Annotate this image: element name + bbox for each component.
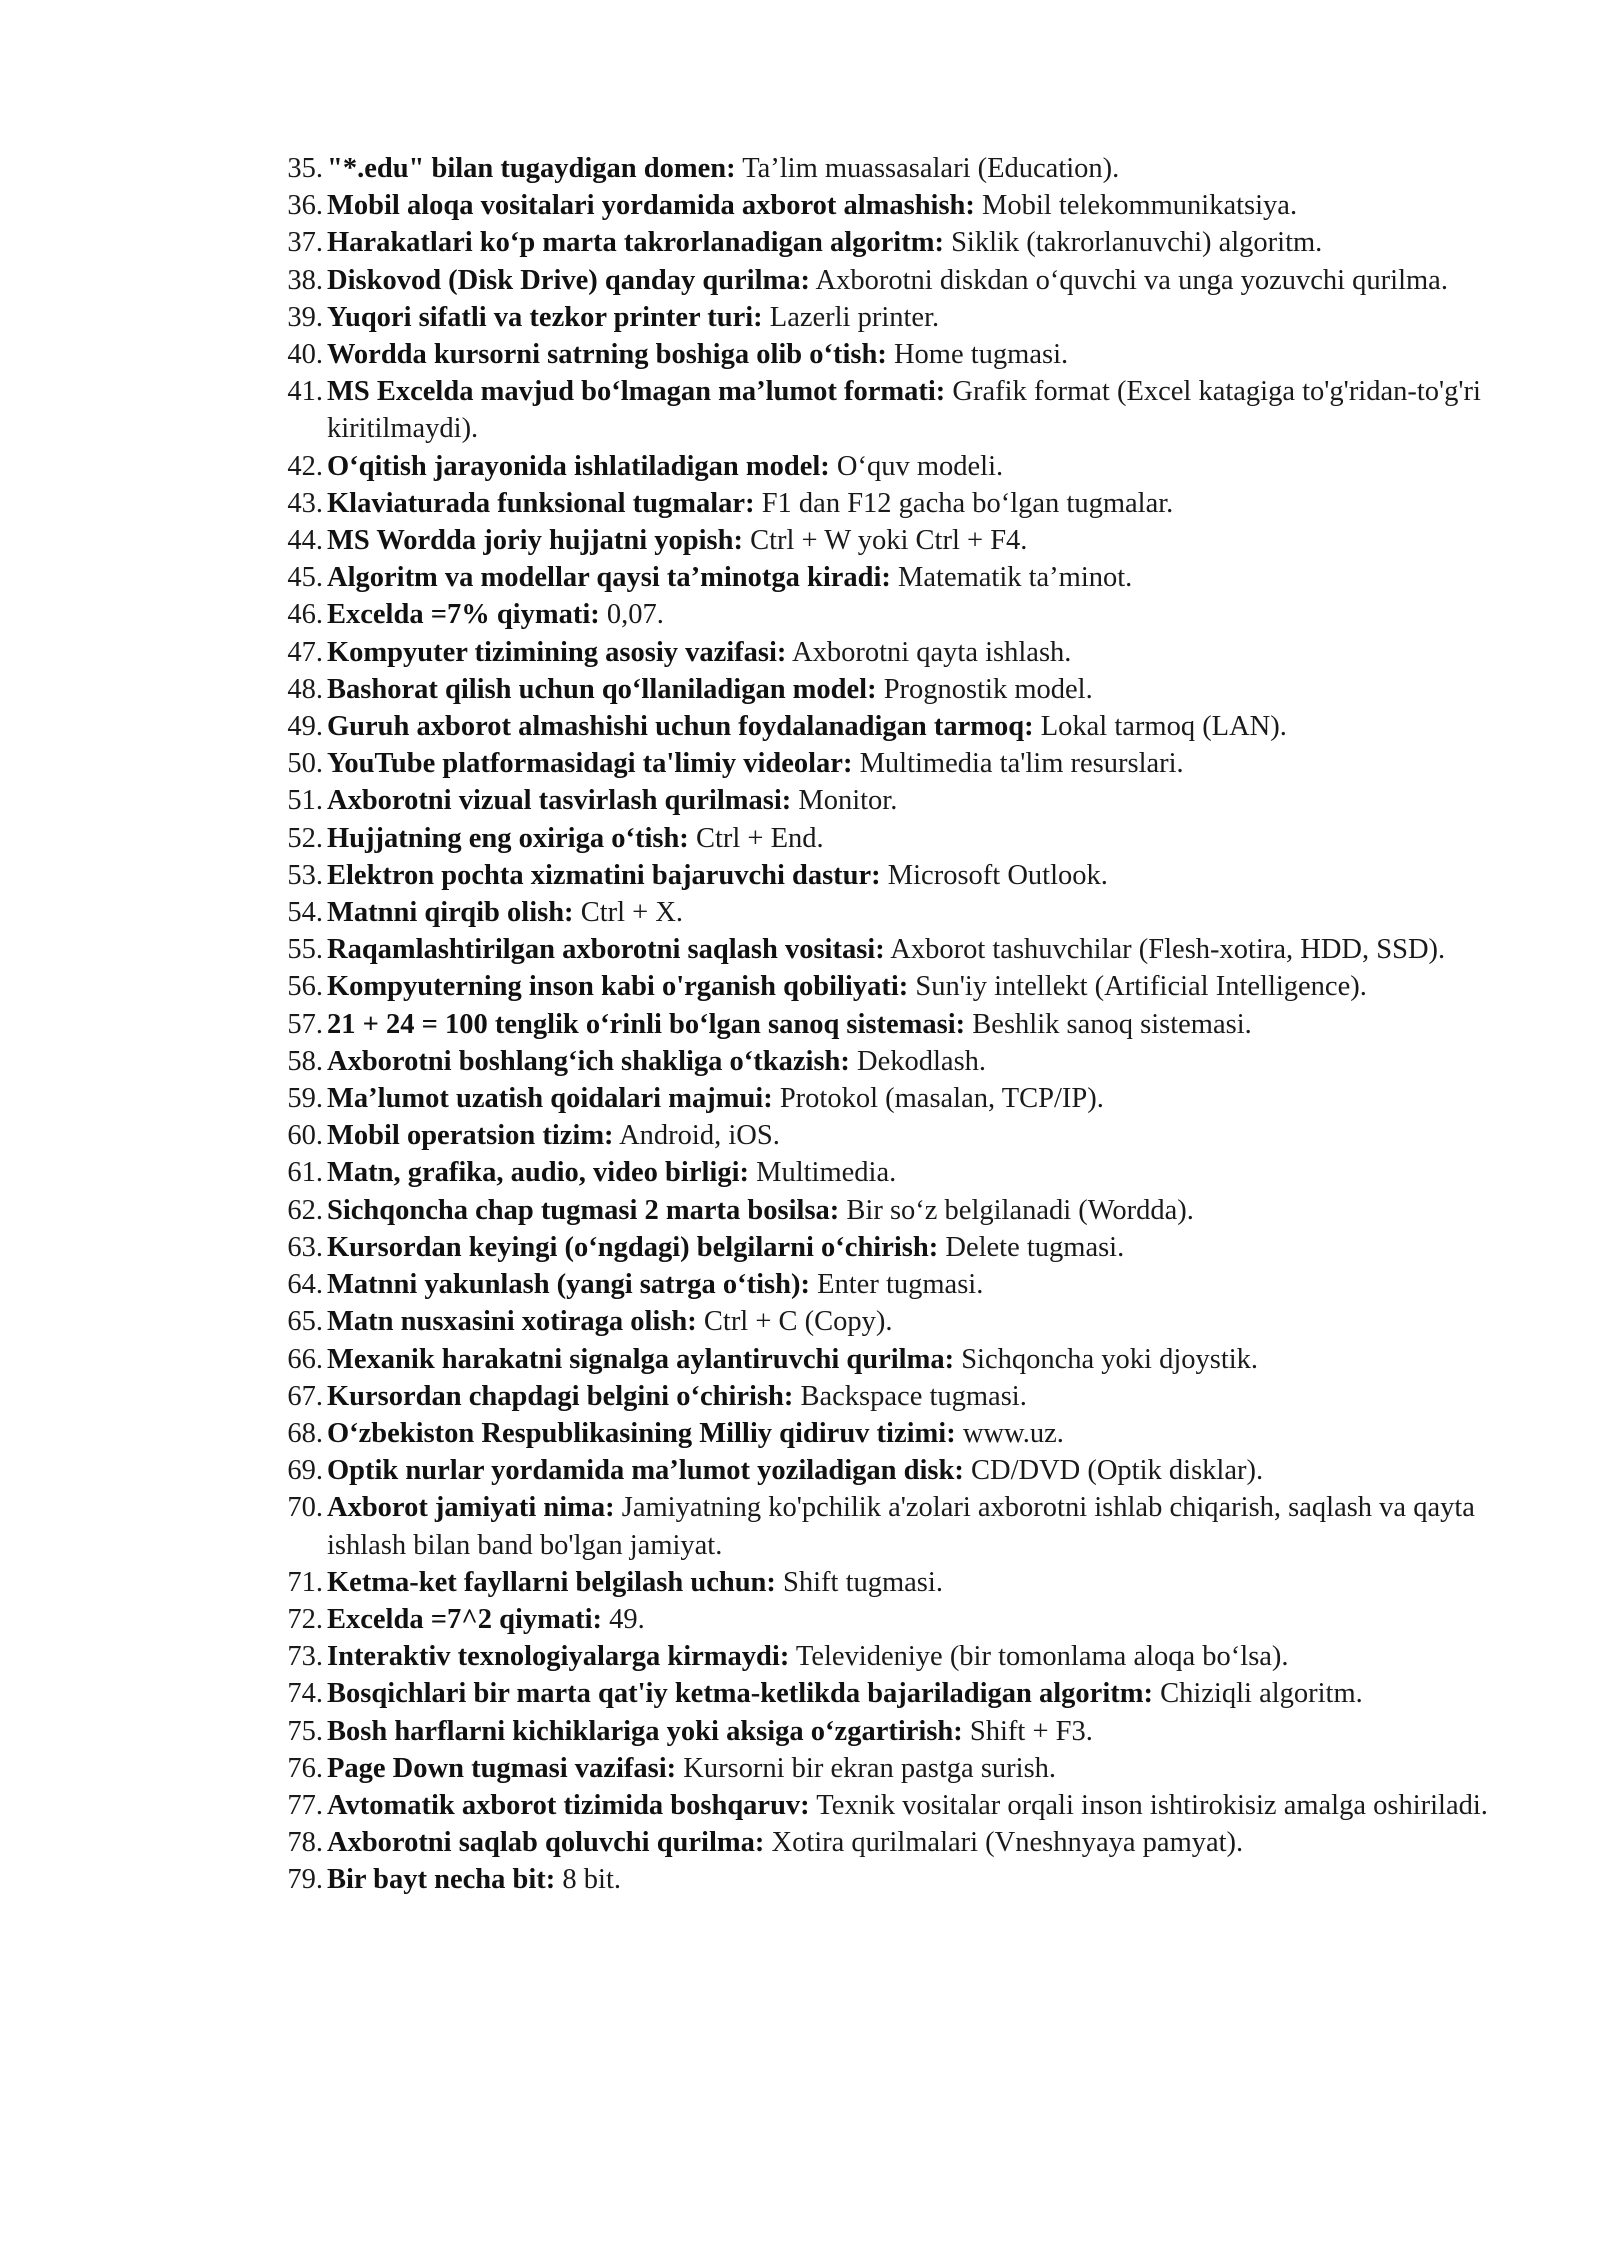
list-item [275,522,1505,559]
item-answer: Sichqoncha yoki djoystik. [954,1343,1259,1375]
list-item [275,1080,1505,1117]
item-number: 76. [287,1752,323,1784]
item-answer: Bir so‘z belgilanadi (Wordda). [839,1194,1194,1226]
item-answer: Axborot tashuvchilar (Flesh-xotira, HDD, SSD). [884,934,1446,966]
question-answer-list [275,150,1505,1899]
item-answer: Multimedia ta'lim resurslari. [852,748,1184,780]
item-question: Mobil aloqa vositalari yordamida axborot almashish: [327,190,975,222]
list-item [275,1824,1505,1861]
list-item [275,448,1505,485]
item-answer: F1 dan F12 gacha bo‘lgan tugmalar. [754,487,1174,519]
item-number: 43. [287,487,323,519]
item-answer: Home tugmasi. [886,339,1069,371]
item-question: Axborotni vizual tasvirlash qurilmasi: [327,785,792,817]
item-number: 45. [287,562,323,594]
item-question: Kompyuterning inson kabi o'rganish qobiliyati: [327,971,909,1003]
item-number: 79. [287,1864,323,1896]
item-answer: Xotira qurilmalari (Vneshnyaya pamyat). [764,1827,1244,1859]
item-answer: Delete tugmasi. [938,1231,1125,1263]
item-number: 59. [287,1083,323,1115]
item-number: 52. [287,822,323,854]
item-question: O‘zbekiston Respublikasining Milliy qidiruv tizimi: [327,1417,956,1449]
list-item [275,1415,1505,1452]
item-number: 56. [287,971,323,1003]
item-answer: Multimedia. [748,1157,897,1189]
item-question: Sichqoncha chap tugmasi 2 marta bosilsa: [327,1194,840,1226]
item-answer: Ctrl + C (Copy). [696,1306,893,1338]
item-number: 44. [287,525,323,557]
item-question: Matnni qirqib olish: [327,897,574,929]
item-answer: Backspace tugmasi. [793,1380,1027,1412]
item-question: MS Excelda mavjud bo‘lmagan ma’lumot formati: [327,376,946,408]
item-number: 57. [287,1008,323,1040]
item-answer: O‘quv modeli. [829,450,1004,482]
item-number: 46. [287,599,323,631]
item-answer: Monitor. [791,785,898,817]
item-question: Optik nurlar yordamida ma’lumot yoziladigan disk: [327,1455,964,1487]
list-item [275,150,1505,187]
list-item [275,1675,1505,1712]
item-number: 51. [287,785,323,817]
item-question: Mexanik harakatni signalga aylantiruvchi qurilma: [327,1343,955,1375]
item-question: 21 + 24 = 100 tenglik o‘rinli bo‘lgan sanoq sistemasi: [327,1008,966,1040]
item-answer: Chiziqli algoritm. [1152,1678,1363,1710]
list-item [275,1638,1505,1675]
item-answer: 8 bit. [555,1864,621,1896]
list-item [275,262,1505,299]
list-item [275,1266,1505,1303]
item-question: Matn nusxasini xotiraga olish: [327,1306,697,1338]
list-item [275,1154,1505,1191]
list-item [275,1787,1505,1824]
item-number: 49. [287,711,323,743]
item-question: O‘qitish jarayonida ishlatiladigan model: [327,450,830,482]
list-item [275,931,1505,968]
item-question: Klaviaturada funksional tugmalar: [327,487,755,519]
item-answer: Prognostik model. [876,673,1093,705]
item-number: 65. [287,1306,323,1338]
item-question: Yuqori sifatli va tezkor printer turi: [327,301,763,333]
item-number: 75. [287,1715,323,1747]
item-number: 42. [287,450,323,482]
item-answer: CD/DVD (Optik disklar). [963,1455,1264,1487]
item-question: Ma’lumot uzatish qoidalari majmui: [327,1083,773,1115]
item-question: Hujjatning eng oxiriga o‘tish: [327,822,689,854]
item-answer: Beshlik sanoq sistemasi. [965,1008,1252,1040]
list-item [275,968,1505,1005]
item-number: 60. [287,1120,323,1152]
item-question: Kursordan chapdagi belgini o‘chirish: [327,1380,794,1412]
list-item [275,1713,1505,1750]
item-question: Bir bayt necha bit: [327,1864,556,1896]
item-question: Bashorat qilish uchun qo‘llaniladigan model: [327,673,877,705]
item-answer: Lokal tarmoq (LAN). [1033,711,1287,743]
item-answer: 49. [602,1603,645,1635]
item-question: Interaktiv texnologiyalarga kirmaydi: [327,1641,790,1673]
item-answer: Shift tugmasi. [775,1566,943,1598]
item-number: 37. [287,227,323,259]
item-number: 41. [287,376,323,408]
list-item [275,1117,1505,1154]
item-question: MS Wordda joriy hujjatni yopish: [327,525,743,557]
list-item [275,1303,1505,1340]
item-answer: Kursorni bir ekran pastga surish. [676,1752,1057,1784]
list-item [275,1341,1505,1378]
item-question: Axborotni saqlab qoluvchi qurilma: [327,1827,765,1859]
item-answer: Ctrl + X. [573,897,684,929]
item-answer: Microsoft Outlook. [880,859,1108,891]
item-question: YouTube platformasidagi ta'limiy videolar: [327,748,853,780]
item-answer: Axborotni diskdan o‘quvchi va unga yozuvchi qurilma. [809,264,1448,296]
list-item [275,224,1505,261]
item-question: Kompyuter tizimining asosiy vazifasi: [327,636,787,668]
item-question: Axborotni boshlang‘ich shakliga o‘tkazish: [327,1045,850,1077]
item-answer: Televideniye (bir tomonlama aloqa bo‘lsa). [789,1641,1289,1673]
item-number: 66. [287,1343,323,1375]
item-answer: Texnik vositalar orqali inson ishtirokisiz amalga oshiriladi. [809,1789,1488,1821]
list-item [275,485,1505,522]
item-number: 38. [287,264,323,296]
list-item [275,1043,1505,1080]
item-question: "*.edu" bilan tugaydigan domen: [327,153,736,184]
list-item [275,1452,1505,1489]
list-item [275,894,1505,931]
item-number: 47. [287,636,323,668]
item-answer: Lazerli printer. [762,301,940,333]
item-answer: Siklik (takrorlanuvchi) algoritm. [943,227,1323,259]
item-answer: Mobil telekommunikatsiya. [974,190,1298,222]
item-number: 73. [287,1641,323,1673]
list-item [275,299,1505,336]
list-item [275,708,1505,745]
list-item [275,857,1505,894]
item-number: 67. [287,1380,323,1412]
list-item [275,559,1505,596]
item-answer: Ctrl + End. [688,822,824,854]
list-item [275,1378,1505,1415]
list-item [275,1564,1505,1601]
list-item [275,336,1505,373]
item-answer: Axborotni qayta ishlash. [786,636,1072,668]
item-answer: Matematik ta’minot. [890,562,1133,594]
item-question: Ketma-ket fayllarni belgilash uchun: [327,1566,776,1598]
item-answer: Ctrl + W yoki Ctrl + F4. [742,525,1028,557]
item-question: Kursordan keyingi (o‘ngdagi) belgilarni o‘chirish: [327,1231,939,1263]
item-number: 58. [287,1045,323,1077]
list-item [275,187,1505,224]
item-question: Guruh axborot almashishi uchun foydalanadigan tarmoq: [327,711,1034,743]
item-answer: Dekodlash. [849,1045,987,1077]
item-number: 74. [287,1678,323,1710]
list-item [275,745,1505,782]
item-number: 71. [287,1566,323,1598]
item-number: 78. [287,1827,323,1859]
item-answer: Grafik format (Excel katagiga to'g'ridan-to'g'ri kiritilmaydi). [327,376,1481,445]
item-question: Wordda kursorni satrning boshiga olib o‘tish: [327,339,887,371]
item-answer: Jamiyatning ko'pchilik a'zolari axborotni ishlab chiqarish, saqlash va qayta ishlash bilan band bo'lgan jamiyat. [327,1492,1475,1561]
item-number: 77. [287,1789,323,1821]
item-answer: Android, iOS. [613,1120,780,1152]
list-item [275,1861,1505,1898]
item-answer: Sun'iy intellekt (Artificial Intelligence). [908,971,1367,1003]
item-number: 62. [287,1194,323,1226]
item-number: 40. [287,339,323,371]
item-number: 63. [287,1231,323,1263]
item-number: 48. [287,673,323,705]
item-question: Excelda =7% qiymati: [327,599,600,631]
item-answer: 0,07. [599,599,664,631]
item-question: Elektron pochta xizmatini bajaruvchi dastur: [327,859,881,891]
list-item [275,1006,1505,1043]
item-question: Axborot jamiyati nima: [327,1492,615,1524]
item-number: 35. [287,153,323,184]
item-number: 36. [287,190,323,222]
item-answer: Ta’lim muassasalari (Education). [735,153,1120,184]
item-question: Avtomatik axborot tizimida boshqaruv: [327,1789,810,1821]
item-question: Algoritm va modellar qaysi ta’minotga kiradi: [327,562,891,594]
item-question: Bosqichlari bir marta qat'iy ketma-ketlikda bajariladigan algoritm: [327,1678,1153,1710]
list-item [275,1750,1505,1787]
item-number: 54. [287,897,323,929]
item-answer: Protokol (masalan, TCP/IP). [772,1083,1104,1115]
list-item [275,1192,1505,1229]
item-answer: www.uz. [955,1417,1064,1449]
list-item [275,671,1505,708]
item-question: Excelda =7^2 qiymati: [327,1603,603,1635]
item-number: 50. [287,748,323,780]
item-question: Matn, grafika, audio, video birligi: [327,1157,749,1189]
list-item [275,1489,1505,1563]
item-number: 61. [287,1157,323,1189]
item-question: Diskovod (Disk Drive) qanday qurilma: [327,264,810,296]
item-number: 70. [287,1492,323,1524]
list-item [275,373,1505,447]
item-question: Matnni yakunlash (yangi satrga o‘tish): [327,1269,810,1301]
list-item [275,820,1505,857]
list-item [275,634,1505,671]
item-number: 68. [287,1417,323,1449]
item-question: Raqamlashtirilgan axborotni saqlash vositasi: [327,934,885,966]
list-item [275,782,1505,819]
item-question: Mobil operatsion tizim: [327,1120,614,1152]
item-number: 64. [287,1269,323,1301]
list-item [275,1601,1505,1638]
item-question: Bosh harflarni kichiklariga yoki aksiga o‘zgartirish: [327,1715,963,1747]
item-number: 55. [287,934,323,966]
item-question: Harakatlari ko‘p marta takrorlanadigan algoritm: [327,227,944,259]
item-answer: Shift + F3. [962,1715,1093,1747]
item-number: 69. [287,1455,323,1487]
item-question: Page Down tugmasi vazifasi: [327,1752,677,1784]
item-number: 53. [287,859,323,891]
list-item [275,1229,1505,1266]
item-number: 39. [287,301,323,333]
item-number: 72. [287,1603,323,1635]
list-item [275,596,1505,633]
item-answer: Enter tugmasi. [809,1269,984,1301]
